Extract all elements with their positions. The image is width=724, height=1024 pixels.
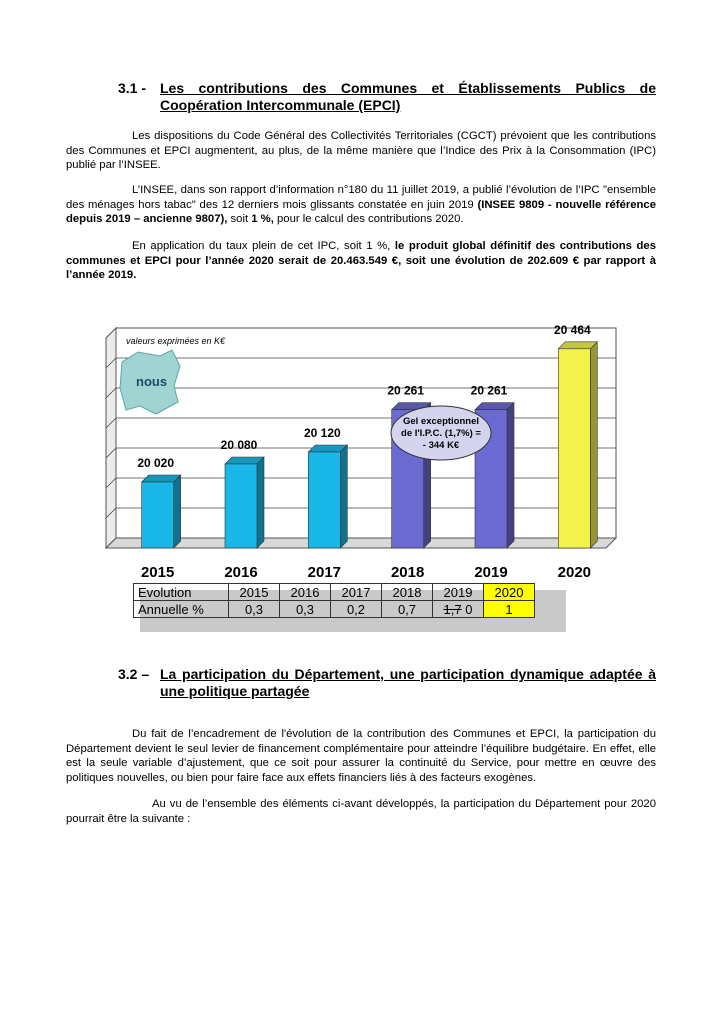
section-title: Les contributions des Communes et Établissements Publics de Coopération Intercommunale (EPCI) bbox=[160, 80, 656, 113]
paragraph-produit-global: En application du taux plein de cet IPC, soit 1 %, le produit global définitif des contributions des communes et EPCI pour l’année 2020 serait de 20.463.549 €, soit une évolution de 202.609 € par rapport à l’année 2019. bbox=[66, 240, 656, 282]
chart-back-wall bbox=[116, 328, 616, 538]
row-label: Annuelle % bbox=[134, 601, 229, 618]
data-label: 20 080 bbox=[220, 438, 258, 452]
data-label: 20 261 bbox=[387, 383, 425, 398]
table-row bbox=[134, 584, 535, 601]
bar-top bbox=[558, 342, 597, 349]
logo-text: nous bbox=[136, 374, 168, 389]
value-cell: 0,2 bbox=[331, 601, 382, 618]
bar bbox=[142, 482, 174, 548]
bar-side bbox=[507, 403, 514, 548]
bar-top bbox=[308, 445, 347, 452]
data-label: 20 120 bbox=[303, 426, 341, 440]
value-cell: 0,3 bbox=[229, 601, 280, 618]
chart-side-wall bbox=[106, 328, 116, 548]
paragraph-conclusion: Au vu de l’ensemble des éléments ci-avant développés, la participation du Département pour 2020 pourrait être la suivante : bbox=[66, 798, 656, 825]
table-row bbox=[134, 601, 535, 618]
bar-top bbox=[475, 403, 514, 410]
bar bbox=[558, 349, 590, 548]
evolution-table bbox=[133, 583, 535, 618]
category-label: 2017 bbox=[307, 564, 342, 581]
bar bbox=[225, 464, 257, 548]
bar-top bbox=[225, 457, 264, 464]
annotation-text: de l'I.P.C. (1,7%) = bbox=[401, 428, 481, 439]
year-cell: 2017 bbox=[331, 584, 382, 601]
paragraph-insee: L’INSEE, dans son rapport d’information n°180 du 11 juillet 2019, a publié l’évolution de l’IPC "ensemble des ménages hors tabac" des 12 derniers mois glissants constatée en juin 2019 (INSEE 9809 - nouvelle référence depuis 2019 – ancienne 9807), soit 1 %, pour le calcul des contributions 2020. bbox=[66, 184, 656, 226]
paragraph-cgct: Les dispositions du Code Général des Collectivités Territoriales (CGCT) prévoient que les contributions des Communes et EPCI augmentent, au plus, de la même manière que l’Indice des Prix à la Consommation (IPC) publié par l’INSEE. bbox=[66, 130, 656, 172]
bar bbox=[308, 452, 340, 548]
bar-side bbox=[590, 342, 597, 548]
paragraph-participation: Du fait de l’encadrement de l'évolution de la contribution des Communes et EPCI, la participation du Département devient le seul levier de financement complémentaire pour atteindre l’équilibre budgétaire. En effet, elle est la seule variable d’ajustement, que ce soit pour assurer la continuité du Service, pour mettre en œuvre des politiques nouvelles, ou bien pour faire face aux effets financiers liés à des facteurs exogènes. bbox=[66, 728, 656, 784]
category-label: 2019 bbox=[474, 564, 508, 581]
category-label: 2016 bbox=[224, 564, 258, 581]
year-cell: 2020 bbox=[484, 584, 535, 601]
section-number: 3.1 - bbox=[118, 80, 147, 96]
data-label: 20 020 bbox=[137, 456, 175, 470]
bar-side bbox=[340, 445, 347, 548]
bar-top bbox=[142, 475, 181, 482]
annotation-text: - 344 K€ bbox=[422, 440, 460, 451]
category-label: 2018 bbox=[390, 564, 425, 581]
year-cell: 2018 bbox=[382, 584, 433, 601]
category-label: 2020 bbox=[557, 564, 592, 581]
chart-note: valeurs exprimées en K€ bbox=[126, 336, 226, 346]
value-cell: 0,7 bbox=[382, 601, 433, 618]
value-cell: 0,3 bbox=[280, 601, 331, 618]
data-label: 20 261 bbox=[470, 383, 508, 398]
year-cell: 2016 bbox=[280, 584, 331, 601]
bar-side bbox=[174, 475, 181, 548]
value-cell: 1 bbox=[484, 601, 535, 618]
section-number: 3.2 – bbox=[118, 666, 150, 682]
chart-floor bbox=[106, 538, 616, 548]
row-label: Evolution bbox=[134, 584, 229, 601]
section-heading-3-2 bbox=[118, 666, 656, 700]
year-cell: 2019 bbox=[433, 584, 484, 601]
section-title: La participation du Département, une participation dynamique adaptée à une politique partagée bbox=[160, 666, 656, 699]
annotation-text: Gel exceptionnel bbox=[402, 416, 480, 427]
value-cell: 1,7 0 bbox=[433, 601, 484, 618]
year-cell: 2015 bbox=[229, 584, 280, 601]
category-label: 2015 bbox=[140, 564, 175, 581]
bar-side bbox=[257, 457, 264, 548]
data-label: 20 464 bbox=[553, 322, 591, 337]
section-heading-3-1 bbox=[118, 80, 656, 114]
